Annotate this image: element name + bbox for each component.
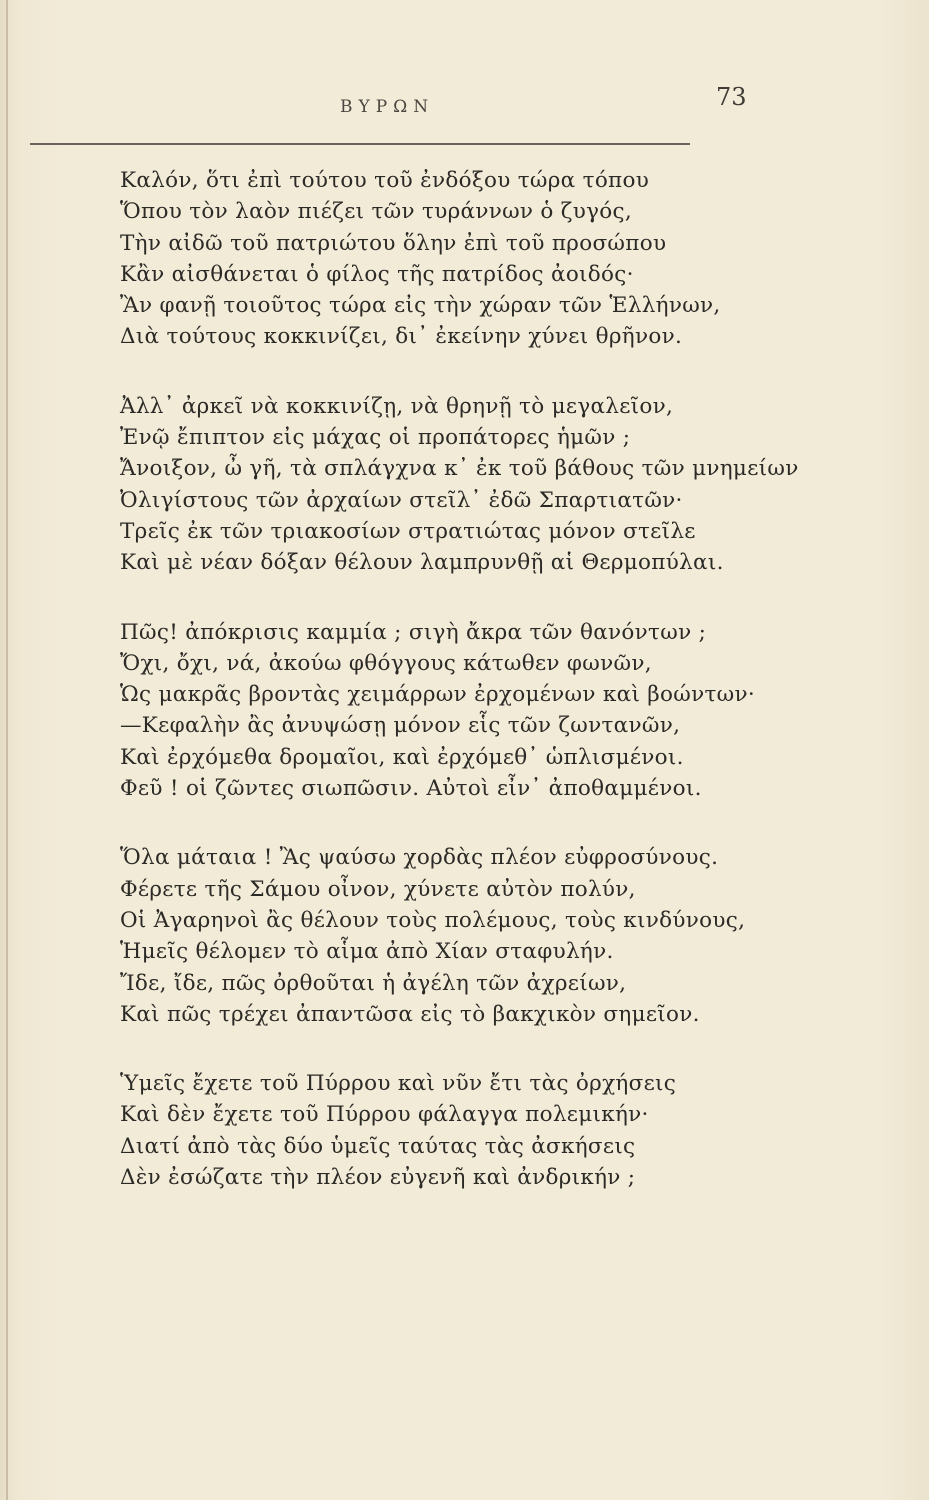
verse-line: Καλόν, ὅτι ἐπὶ τούτου τοῦ ἐνδόξου τώρα τόπου: [120, 168, 650, 193]
running-head: ΒΥΡΩΝ: [340, 97, 435, 117]
verse-line: Διὰ τούτους κοκκινίζει, δι᾽ ἐκείνην χύνει θρῆνον.: [120, 324, 683, 350]
verse-line: Ὅλα μάταια ! Ἂς ψαύσω χορδὰς πλέον εὐφροσύνους.: [120, 845, 719, 871]
verse-line: Πῶς! ἀπόκρισις καμμία ; σιγὴ ἄκρα τῶν θανόντων ;: [120, 619, 707, 645]
verse-line: Δὲν ἐσώζατε τὴν πλέον εὐγενῆ καὶ ἀνδρικήν ;: [120, 1165, 636, 1191]
verse-line: Διατί ἀπὸ τὰς δύο ὑμεῖς ταύτας τὰς ἀσκήσεις: [120, 1133, 636, 1159]
header-rule: [30, 143, 690, 145]
verse-line: Ἐνῷ ἔπιπτον εἰς μάχας οἱ προπάτορες ἡμῶν ;: [120, 425, 631, 451]
verse-line: Καὶ δὲν ἔχετε τοῦ Πύρρου φάλαγγα πολεμικήν·: [120, 1102, 649, 1128]
verse-line: —Κεφαλὴν ἂς ἀνυψώσῃ μόνον εἷς τῶν ζωντανῶν,: [120, 713, 681, 739]
verse-line: Φεῦ ! οἱ ζῶντες σιωπῶσιν. Αὐτοὶ εἶν᾽ ἀποθαμμένοι.: [120, 776, 702, 802]
stanza: [120, 1068, 900, 1193]
verse-line: Τρεῖς ἐκ τῶν τριακοσίων στρατιώτας μόνον στεῖλε: [120, 518, 696, 544]
stanza: [120, 165, 900, 353]
verse-line: Ἀλλ᾽ ἀρκεῖ νὰ κοκκινίζῃ, νὰ θρηνῇ τὸ μεγαλεῖον,: [120, 393, 674, 419]
verse-line: Καὶ μὲ νέαν δόξαν θέλουν λαμπρυνθῇ αἱ Θερμοπύλαι.: [120, 550, 724, 576]
verse-line: Ἡμεῖς θέλομεν τὸ αἷμα ἀπὸ Χίαν σταφυλήν.: [120, 939, 614, 965]
verse-line: Κἂν αἰσθάνεται ὁ φίλος τῆς πατρίδος ἀοιδός·: [120, 261, 634, 287]
stanza: [120, 617, 900, 805]
verse-line: Τὴν αἰδῶ τοῦ πατριώτου ὅλην ἐπὶ τοῦ προσώπου: [120, 230, 667, 256]
verse-line: Ἴδε, ἴδε, πῶς ὀρθοῦται ἡ ἀγέλη τῶν ἀχρείων,: [120, 970, 627, 996]
verse-line: Φέρετε τῆς Σάμου οἶνον, χύνετε αὐτὸν πολύν,: [120, 876, 636, 902]
verse-line: Ὅπου τὸν λαὸν πιέζει τῶν τυράννων ὁ ζυγός,: [120, 199, 632, 225]
stanza: [120, 842, 900, 1030]
verse-line: Ὡς μακρᾶς βροντὰς χειμάρρων ἐρχομένων καὶ βοώντων·: [120, 682, 756, 708]
page-number: 73: [716, 83, 747, 111]
verse-line: Οἱ Ἀγαρηνοὶ ἂς θέλουν τοὺς πολέμους, τοὺς κινδύνους,: [120, 907, 746, 933]
stanza: [120, 391, 900, 579]
page-gutter: [6, 0, 8, 1500]
verse-line: Ὄχι, ὄχι, νά, ἀκούω φθόγγους κάτωθεν φωνῶν,: [120, 650, 652, 676]
verse-line: Καὶ ἐρχόμεθα δρομαῖοι, καὶ ἐρχόμεθ᾽ ὡπλισμένοι.: [120, 744, 684, 770]
verse-line: Ἄνοιξον, ὦ γῆ, τὰ σπλάγχνα κ᾽ ἐκ τοῦ βάθους τῶν μνημείων: [120, 456, 799, 482]
verse-line: Ὀλιγίστους τῶν ἀρχαίων στεῖλ᾽ ἐδῶ Σπαρτιατῶν·: [120, 487, 683, 513]
verse-line: Ὑμεῖς ἔχετε τοῦ Πύρρου καὶ νῦν ἔτι τὰς ὀρχήσεις: [120, 1071, 677, 1097]
verse-line: Καὶ πῶς τρέχει ἀπαντῶσα εἰς τὸ βακχικὸν σημεῖον.: [120, 1001, 700, 1027]
poem-text: [120, 165, 900, 1231]
verse-line: Ἂν φανῇ τοιοῦτος τώρα εἰς τὴν χώραν τῶν Ἑλλήνων,: [120, 293, 721, 319]
